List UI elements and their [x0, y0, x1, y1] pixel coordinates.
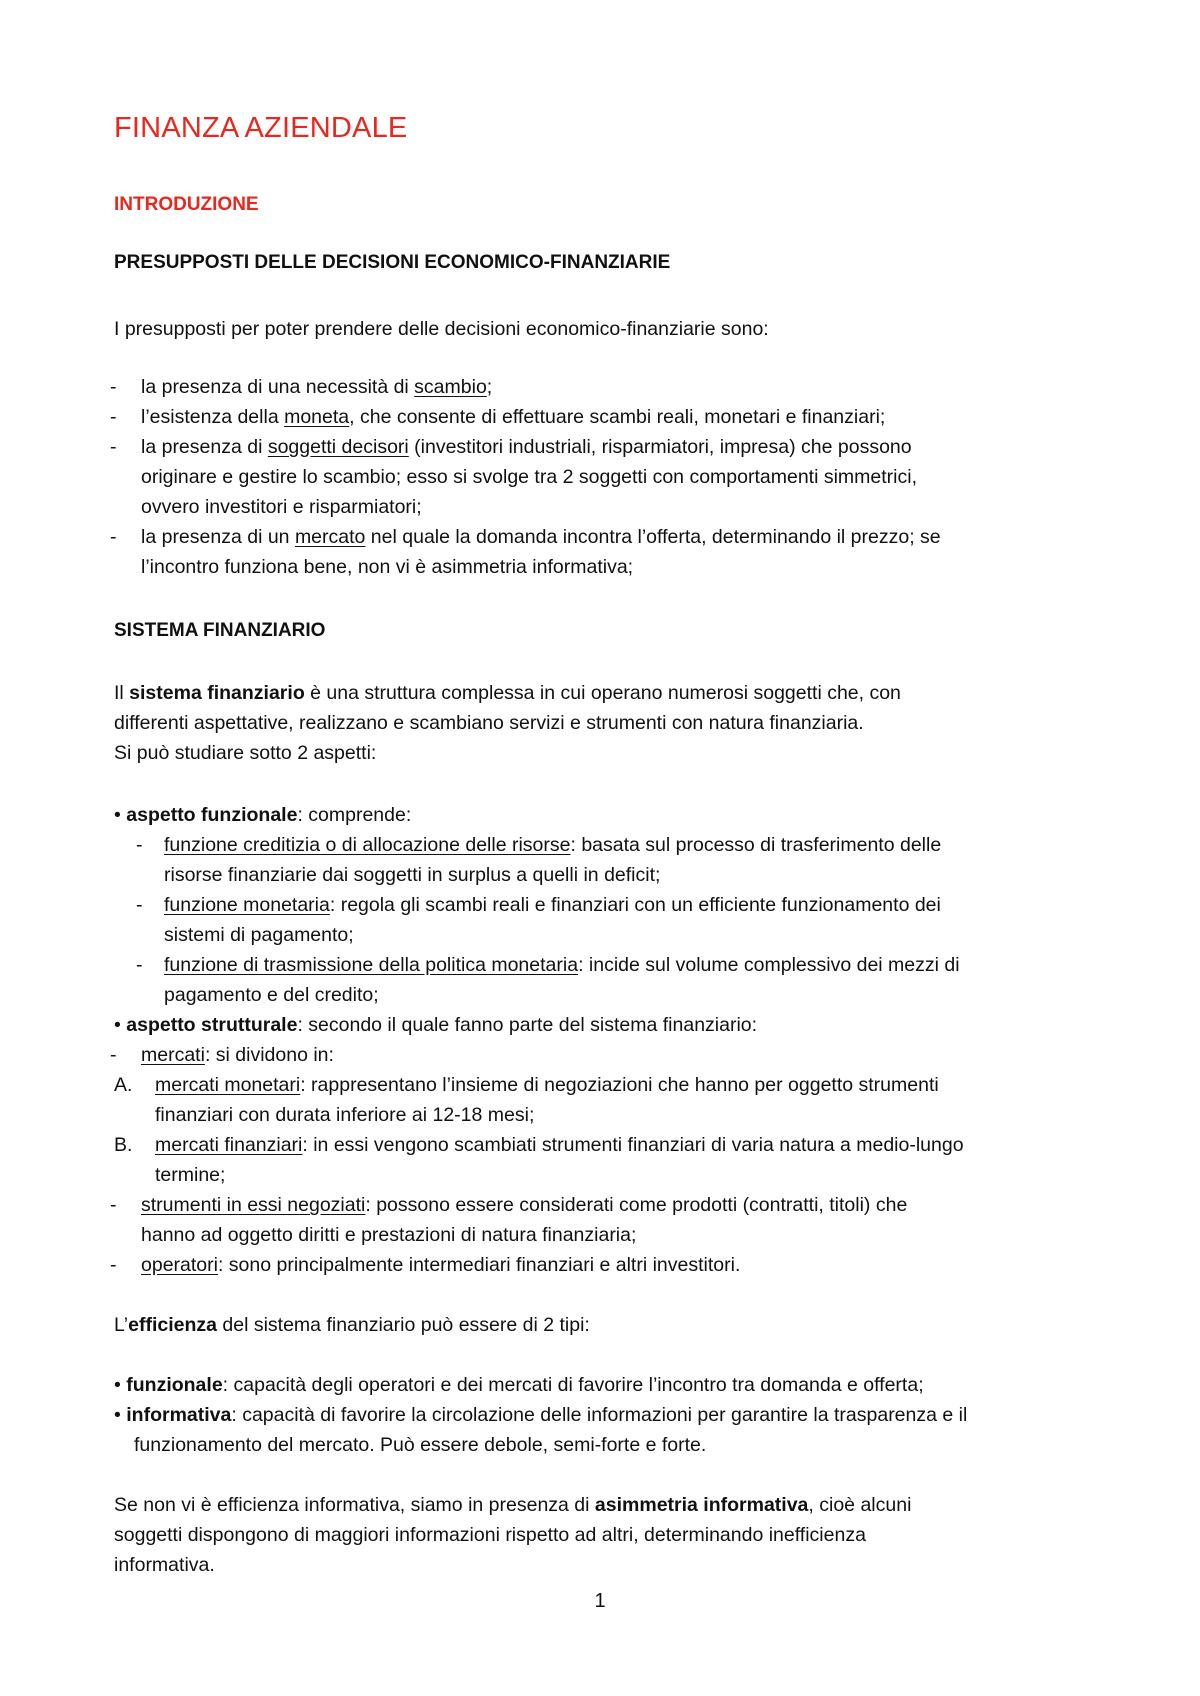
bullet-marker: - [136, 954, 143, 976]
bullet-continuation: l’incontro funziona bene, non vi è asimmetria informativa; [141, 556, 634, 578]
list-letter: A. [114, 1074, 133, 1096]
lettered-item: mercati finanziari: in essi vengono scambiati strumenti finanziari di varia natura a medio-lungo [155, 1134, 964, 1156]
bullet-continuation: sistemi di pagamento; [164, 924, 354, 946]
paragraph-line: informativa. [114, 1554, 215, 1576]
paragraph-line: differenti aspettative, realizzano e scambiano servizi e strumenti con natura finanziaria. [114, 712, 864, 734]
paragraph-line: soggetti dispongono di maggiori informazioni rispetto ad altri, determinando inefficienza [114, 1524, 866, 1546]
lettered-continuation: termine; [155, 1164, 226, 1186]
bullet-continuation: pagamento e del credito; [164, 984, 379, 1006]
dot-item: • funzionale: capacità degli operatori e dei mercati di favorire l’incontro tra domanda e offerta; [114, 1374, 924, 1396]
list-letter: B. [114, 1134, 133, 1156]
heading-presupposti: PRESUPPOSTI DELLE DECISIONI ECONOMICO-FINANZIARIE [114, 252, 671, 273]
paragraph-line: L’efficienza del sistema finanziario può essere di 2 tipi: [114, 1314, 590, 1336]
bullet-item: funzione creditizia o di allocazione delle risorse: basata sul processo di trasferimento delle [164, 834, 942, 856]
intro-paragraph: I presupposti per poter prendere delle decisioni economico-finanziarie sono: [114, 318, 769, 340]
bullet-marker: - [110, 1254, 117, 1276]
bullet-marker: - [110, 376, 117, 398]
dot-item: • aspetto strutturale: secondo il quale fanno parte del sistema finanziario: [114, 1014, 758, 1036]
document-title: FINANZA AZIENDALE [114, 112, 408, 144]
bullet-marker: - [110, 526, 117, 548]
bullet-item: mercati: si dividono in: [141, 1044, 334, 1066]
bullet-item: la presenza di una necessità di scambio; [141, 376, 493, 398]
bullet-item: operatori: sono principalmente intermediari finanziari e altri investitori. [141, 1254, 741, 1276]
page-number: 1 [594, 1590, 606, 1612]
bullet-item: funzione di trasmissione della politica monetaria: incide sul volume complessivo dei mezzi di [164, 954, 960, 976]
bullet-marker: - [136, 834, 143, 856]
bullet-continuation: originare e gestire lo scambio; esso si svolge tra 2 soggetti con comportamenti simmetrici, [141, 466, 917, 488]
dot-item: • informativa: capacità di favorire la circolazione delle informazioni per garantire la trasparenza e il [114, 1404, 968, 1426]
heading-sistema-finanziario: SISTEMA FINANZIARIO [114, 620, 326, 641]
bullet-item: la presenza di un mercato nel quale la domanda incontra l’offerta, determinando il prezzo; se [141, 526, 941, 548]
bullet-item: la presenza di soggetti decisori (investitori industriali, risparmiatori, impresa) che possono [141, 436, 912, 458]
dot-continuation: funzionamento del mercato. Può essere debole, semi-forte e forte. [134, 1434, 707, 1456]
bullet-marker: - [110, 1194, 117, 1216]
bullet-marker: - [110, 1044, 117, 1066]
paragraph-line: Se non vi è efficienza informativa, siamo in presenza di asimmetria informativa, cioè alcuni [114, 1494, 912, 1516]
bullet-marker: - [110, 436, 117, 458]
lettered-continuation: finanziari con durata inferiore ai 12-18 mesi; [155, 1104, 535, 1126]
bullet-item: l’esistenza della moneta, che consente di effettuare scambi reali, monetari e finanziari; [141, 406, 886, 428]
section-heading: INTRODUZIONE [114, 194, 259, 215]
bullet-continuation: hanno ad oggetto diritti e prestazioni di natura finanziaria; [141, 1224, 637, 1246]
bullet-continuation: risorse finanziarie dai soggetti in surplus a quelli in deficit; [164, 864, 661, 886]
bullet-marker: - [110, 406, 117, 428]
paragraph-line: Si può studiare sotto 2 aspetti: [114, 742, 377, 764]
lettered-item: mercati monetari: rappresentano l’insieme di negoziazioni che hanno per oggetto strumenti [155, 1074, 939, 1096]
dot-item: • aspetto funzionale: comprende: [114, 804, 412, 826]
bullet-item: funzione monetaria: regola gli scambi reali e finanziari con un efficiente funzionamento dei [164, 894, 941, 916]
bullet-continuation: ovvero investitori e risparmiatori; [141, 496, 422, 518]
bullet-item: strumenti in essi negoziati: possono essere considerati come prodotti (contratti, titoli) che [141, 1194, 908, 1216]
bullet-marker: - [136, 894, 143, 916]
paragraph-line: Il sistema finanziario è una struttura complessa in cui operano numerosi soggetti che, con [114, 682, 901, 704]
